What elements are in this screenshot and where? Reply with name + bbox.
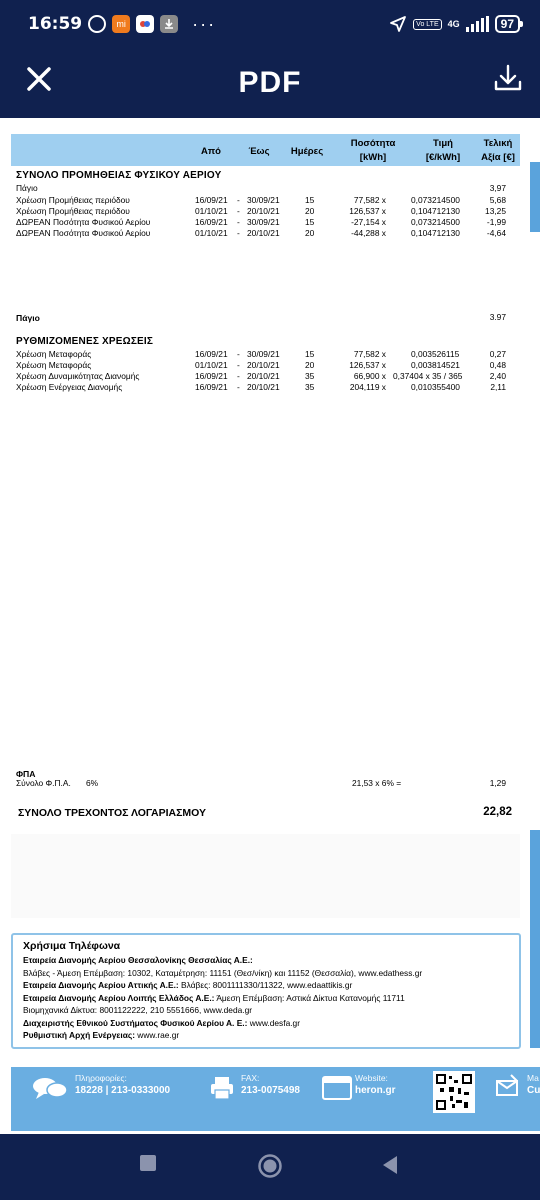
download-icon[interactable]: [492, 62, 524, 94]
supply-fee-summary-label: Πάγιο: [16, 313, 40, 323]
chat-bubbles-icon: [31, 1075, 69, 1103]
alarm-icon: [88, 15, 106, 33]
mi-app-icon: mi: [112, 15, 130, 33]
navigation-bar: [0, 1134, 540, 1200]
table-row: ΔΩΡΕΑΝ Ποσότητα Φυσικού Αερίου 16/09/21 - 30/09/21 15 -27,154 x 0,073214500 -1,99: [16, 217, 506, 227]
network-type: 4G: [447, 19, 460, 29]
home-button[interactable]: [257, 1153, 283, 1179]
vat-title: ΦΠΑ: [16, 769, 36, 779]
website-icon: [321, 1075, 353, 1101]
header-value: Τελική: [483, 138, 513, 149]
footer-cut-off: Ma Cu: [527, 1073, 540, 1096]
header-value-unit: Αξία [€]: [481, 152, 515, 163]
more-notifications-icon: ···: [192, 13, 217, 34]
battery-icon: 97: [495, 15, 520, 33]
app-bar: [0, 48, 540, 118]
volte-icon: Vo LTE: [413, 19, 441, 30]
header-qty: Ποσότητα: [350, 138, 396, 149]
blank-area: [11, 834, 520, 918]
document-footer: [11, 1067, 540, 1131]
close-icon[interactable]: [24, 64, 54, 94]
header-from: Από: [201, 146, 221, 157]
table-header: [11, 134, 520, 166]
table-row: Χρέωση Μεταφοράς 01/10/21 - 20/10/21 20 126,537 x 0,003814521 0,48: [16, 360, 506, 370]
regulated-section-title: ΡΥΘΜΙΖΟΜΕΝΕΣ ΧΡΕΩΣΕΙΣ: [16, 336, 154, 347]
header-to: Έως: [248, 146, 270, 157]
supply-fee-row: Πάγιο 3,97: [16, 183, 506, 193]
info-title: Χρήσιμα Τηλέφωνα: [23, 940, 121, 952]
total-label: ΣΥΝΟΛΟ ΤΡΕΧΟΝΤΟΣ ΛΟΓΑΡΙΑΣΜΟΥ: [18, 807, 207, 819]
supply-section-title: ΣΥΝΟΛΟ ΠΡΟΜΗΘΕΙΑΣ ΦΥΣΙΚΟΥ ΑΕΡΙΟΥ: [16, 170, 222, 181]
table-row: Χρέωση Μεταφοράς 16/09/21 - 30/09/21 15 77,582 x 0,003526115 0,27: [16, 349, 506, 359]
status-bar: [0, 0, 540, 48]
header-price-unit: [€/kWh]: [425, 152, 461, 163]
camera-app-icon: [136, 15, 154, 33]
back-button[interactable]: [381, 1155, 399, 1175]
table-row: Χρέωση Προμήθειας περιόδου 16/09/21 - 30/09/21 15 77,582 x 0,073214500 5,68: [16, 195, 506, 205]
envelope-pencil-icon: [495, 1073, 521, 1097]
header-price: Τιμή: [433, 138, 453, 149]
total-value: 22,82: [483, 806, 512, 818]
location-icon: [389, 15, 407, 33]
table-row: Χρέωση Ενέργειας Διανομής 16/09/21 - 20/10/21 35 204,119 x 0,010355400 2,11: [16, 382, 506, 392]
footer-website: Website: heron.gr: [355, 1073, 396, 1096]
fax-icon: [209, 1075, 235, 1101]
header-qty-unit: [kWh]: [359, 152, 387, 163]
header-days: Ημέρες: [290, 146, 324, 157]
page-title: PDF: [238, 66, 302, 99]
download-app-icon: [160, 15, 178, 33]
signal-icon: [466, 16, 489, 32]
vat-row: Σύνολο Φ.Π.Α. 6% 21,53 x 6% = 1,29: [16, 778, 506, 788]
page-edge-decoration: [530, 162, 540, 232]
footer-info: Πληροφορίες: 18228 | 213-0333000: [75, 1073, 171, 1096]
table-row: Χρέωση Προμήθειας περιόδου 01/10/21 - 20/10/21 20 126,537 x 0,104712130 13,25: [16, 206, 506, 216]
table-row: Χρέωση Δυναμικότητας Διανομής 16/09/21 - 20/10/21 35 66,900 x 0,37404 x 35 / 365 2,40: [16, 371, 506, 381]
footer-fax: FAX: 213-0075498: [241, 1073, 300, 1096]
page-edge-decoration: [530, 830, 540, 1048]
useful-phones-box: Χρήσιμα Τηλέφωνα Εταιρεία Διανομής Αερίου Θεσσαλονίκης Θεσσαλίας Α.Ε.: Βλάβες - Άμεση Επέμβαση: 10302, Καταμέτρηση: 11151 (Θεσ/νίκη) και 11152 (Θεσσαλία), www.edathess.gr Εταιρεία Διανομής Αερίου Αττικής Α.Ε.: Βλάβες: 8001111330/11322, www.edaattikis.gr Εταιρεία Διανομής Αερίου Λοιπής Ελλάδος Α.Ε.: Άμεση Επέμβαση: Αστικά Δίκτυα Κατανομής 11711 Βιομηχανικά Δίκτυα: 8001122222, 210 5551666, www.deda.gr Διαχειριστής Εθνικού Συστήματος Φυσικού Αερίου Α. Ε.: www.desfa.gr Ρυθμιστική Αρχή Ενέργειας: www.rae.gr: [11, 933, 521, 1049]
clock: 16:59: [28, 14, 83, 34]
table-row: ΔΩΡΕΑΝ Ποσότητα Φυσικού Αερίου 01/10/21 - 20/10/21 20 -44,288 x 0,104712130 -4,64: [16, 228, 506, 238]
qr-code: [433, 1071, 475, 1113]
recents-button[interactable]: [139, 1154, 157, 1172]
supply-fee-summary: 3.97: [489, 312, 506, 322]
pdf-page[interactable]: [0, 118, 540, 1134]
